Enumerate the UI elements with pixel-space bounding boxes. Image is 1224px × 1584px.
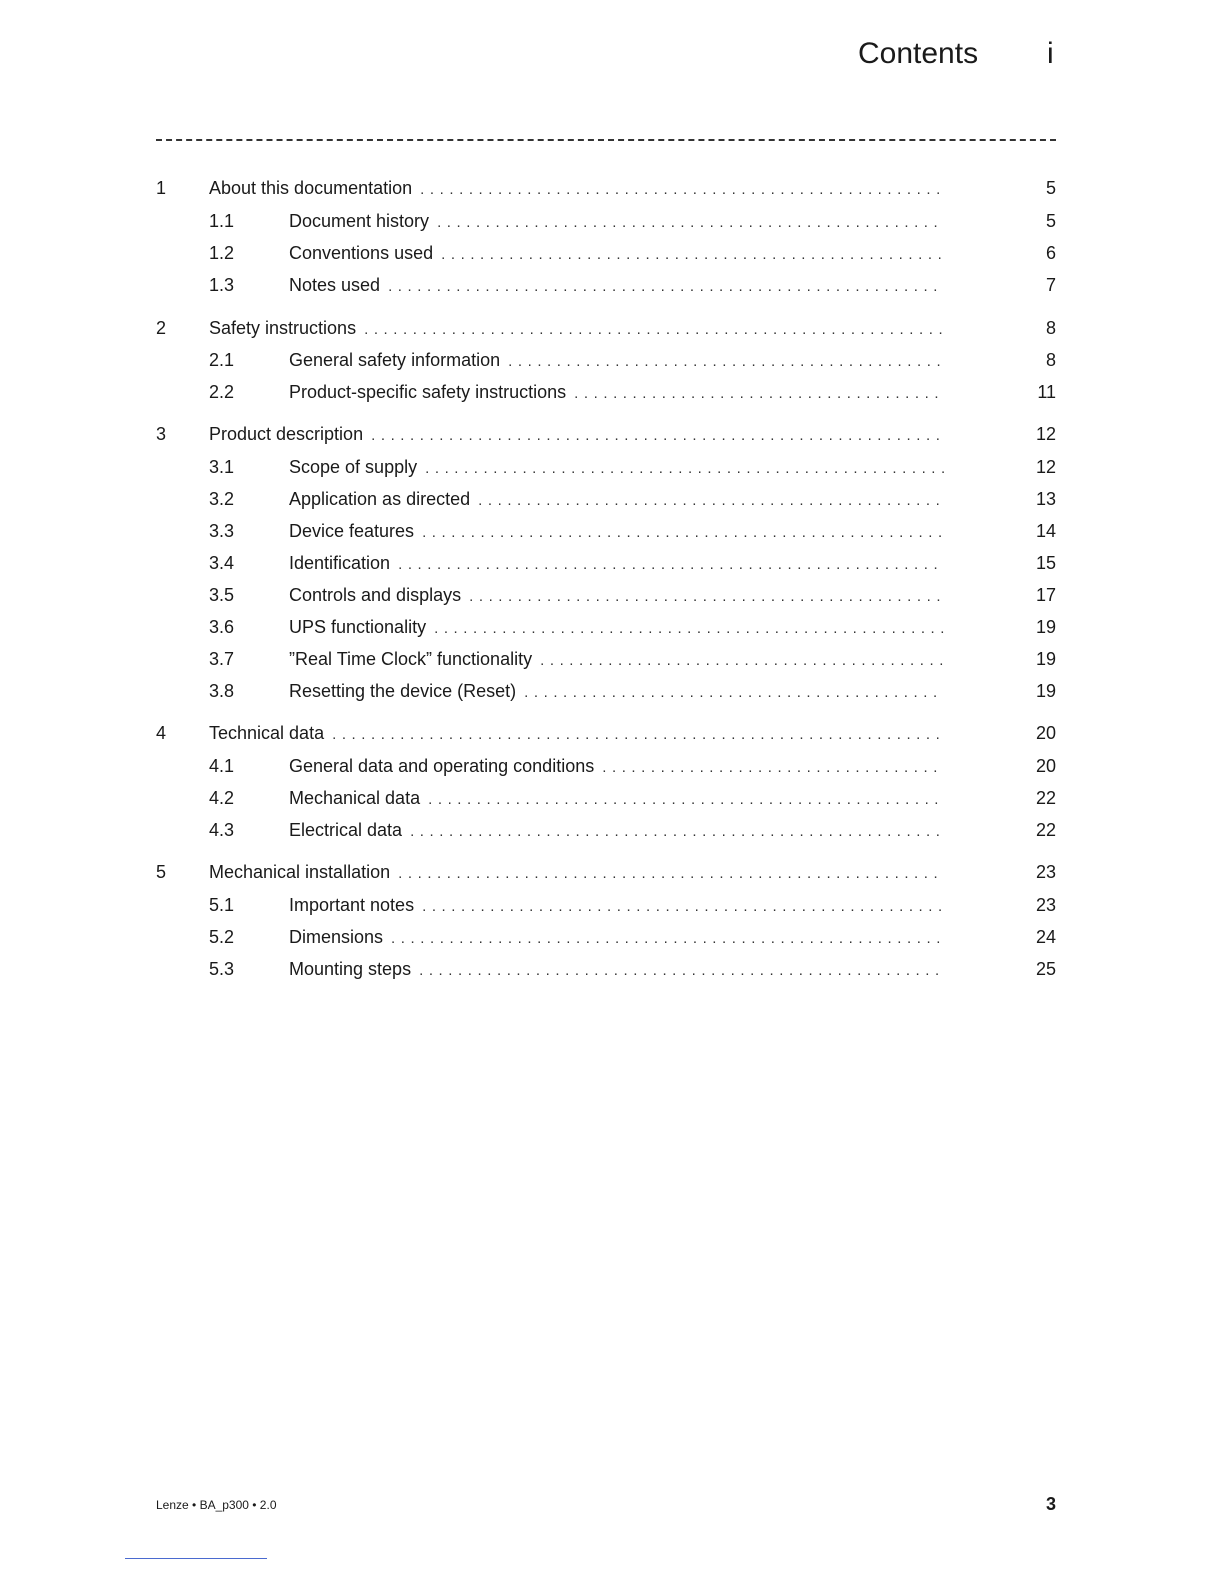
toc-entry-title: Mechanical data (289, 788, 421, 808)
toc-entry-number: 4.2 (209, 788, 235, 808)
toc-entry[interactable] (0, 615, 1224, 639)
toc-entry-title: Important notes (289, 895, 415, 915)
toc-dot-leader (425, 457, 944, 481)
toc-entry-page: 22 (1035, 820, 1056, 840)
toc-entry-title-wrap (289, 893, 944, 919)
toc-entry[interactable] (0, 241, 1224, 265)
toc-dot-leader (419, 959, 944, 983)
toc-dot-leader (524, 681, 944, 705)
toc-entry[interactable] (0, 957, 1224, 981)
toc-entry-number: 4.3 (209, 820, 235, 840)
toc-entry-page: 20 (1035, 723, 1056, 743)
toc-entry-page: 20 (1035, 756, 1056, 776)
toc-dot-leader (441, 243, 944, 267)
toc-entry[interactable] (0, 786, 1224, 810)
toc-entry-title: General data and operating conditions (289, 756, 595, 776)
footer-document-info: Lenze • BA_p300 • 2.0 (156, 1498, 277, 1512)
toc-entry-number: 3.5 (209, 585, 235, 605)
toc-entry[interactable] (0, 348, 1224, 372)
toc-entry-title: Product description (209, 424, 364, 444)
toc-entry-title: Controls and displays (289, 585, 462, 605)
toc-entry-page: 6 (1045, 243, 1056, 263)
toc-entry-title-wrap (289, 487, 944, 513)
toc-entry-number: 3.2 (209, 489, 235, 509)
toc-entry-page: 5 (1045, 211, 1056, 231)
toc-entry-title: UPS functionality (289, 617, 427, 637)
toc-entry-number: 2.1 (209, 350, 235, 370)
toc-dot-leader (508, 350, 944, 374)
toc-dot-leader (332, 723, 944, 747)
toc-entry[interactable] (0, 316, 1224, 340)
toc-entry-title-wrap (289, 241, 944, 267)
toc-dot-leader (437, 211, 944, 235)
toc-entry-title: General safety information (289, 350, 501, 370)
toc-entry-title-wrap (289, 786, 944, 812)
page-title: Contents (858, 37, 979, 70)
toc-entry[interactable] (0, 209, 1224, 233)
toc-dot-leader (388, 275, 944, 299)
toc-entry-number: 3.8 (209, 681, 235, 701)
toc-dot-leader (422, 521, 944, 545)
toc-entry-page: 14 (1035, 521, 1056, 541)
footer-page-number: 3 (1045, 1494, 1056, 1514)
toc-entry-page: 15 (1035, 553, 1056, 573)
toc-entry[interactable] (0, 721, 1224, 745)
toc-entry-title-wrap (289, 380, 944, 406)
toc-entry-title-wrap (209, 316, 944, 342)
toc-entry-title: Application as directed (289, 489, 471, 509)
toc-entry-number: 2.2 (209, 382, 235, 402)
toc-entry-number: 2 (156, 318, 167, 338)
toc-entry-number: 3.7 (209, 649, 235, 669)
toc-entry-title: Product-specific safety instructions (289, 382, 567, 402)
toc-dot-leader (478, 489, 944, 513)
toc-entry-number: 4.1 (209, 756, 235, 776)
toc-dot-leader (410, 820, 944, 844)
toc-entry-number: 5 (156, 862, 167, 882)
toc-dot-leader (398, 862, 944, 886)
toc-entry-number: 1.1 (209, 211, 235, 231)
toc-entry-title-wrap (289, 957, 944, 983)
toc-entry-title-wrap (209, 176, 944, 202)
toc-dot-leader (540, 649, 944, 673)
toc-entry-title: Resetting the device (Reset) (289, 681, 517, 701)
toc-entry-title: About this documentation (209, 178, 413, 198)
toc-entry-page: 19 (1035, 681, 1056, 701)
toc-entry-title: Technical data (209, 723, 325, 743)
toc-dot-leader (422, 895, 944, 919)
toc-entry-title-wrap (289, 551, 944, 577)
toc-entry-page: 12 (1035, 457, 1056, 477)
toc-entry-title: Conventions used (289, 243, 434, 263)
toc-entry-number: 4 (156, 723, 167, 743)
toc-entry-page: 17 (1035, 585, 1056, 605)
toc-entry-title: Notes used (289, 275, 381, 295)
toc-dot-leader (420, 178, 944, 202)
toc-entry-page: 25 (1035, 959, 1056, 979)
toc-entry-number: 3.1 (209, 457, 235, 477)
toc-entry-number: 3.6 (209, 617, 235, 637)
toc-entry-title: Identification (289, 553, 391, 573)
toc-entry-page: 24 (1035, 927, 1056, 947)
toc-dot-leader (428, 788, 944, 812)
toc-entry-title: Safety instructions (209, 318, 357, 338)
toc-entry[interactable] (0, 647, 1224, 671)
toc-entry[interactable] (0, 860, 1224, 884)
toc-entry-page: 12 (1035, 424, 1056, 444)
toc-entry-page: 22 (1035, 788, 1056, 808)
toc-entry-page: 13 (1035, 489, 1056, 509)
toc-entry[interactable] (0, 455, 1224, 479)
toc-dot-leader (574, 382, 944, 406)
toc-entry[interactable] (0, 818, 1224, 842)
toc-entry[interactable] (0, 679, 1224, 703)
page-footer (156, 1496, 1056, 1516)
toc-entry-title-wrap (289, 754, 944, 780)
toc-entry-title-wrap (289, 818, 944, 844)
toc-entry-number: 1.2 (209, 243, 235, 263)
toc-entry-title-wrap (289, 583, 944, 609)
toc-dot-leader (391, 927, 944, 951)
toc-entry-page: 23 (1035, 895, 1056, 915)
toc-entry-title-wrap (289, 615, 944, 641)
header-dashed-rule (156, 139, 1056, 141)
page-header (0, 34, 1224, 84)
toc-entry-title-wrap (289, 519, 944, 545)
toc-entry-page: 8 (1045, 350, 1056, 370)
toc-entry-number: 5.3 (209, 959, 235, 979)
toc-entry-title: Dimensions (289, 927, 384, 947)
toc-entry[interactable] (0, 893, 1224, 917)
toc-entry[interactable] (0, 176, 1224, 200)
toc-entry[interactable] (0, 422, 1224, 446)
toc-entry-title: Document history (289, 211, 430, 231)
toc-entry-title-wrap (209, 721, 944, 747)
toc-entry[interactable] (0, 925, 1224, 949)
toc-entry[interactable] (0, 380, 1224, 404)
toc-entry[interactable] (0, 273, 1224, 297)
toc-entry-number: 3.4 (209, 553, 235, 573)
footnote-separator (125, 1558, 267, 1559)
toc-entry-title: Electrical data (289, 820, 403, 840)
toc-entry[interactable] (0, 519, 1224, 543)
toc-entry[interactable] (0, 754, 1224, 778)
toc-entry[interactable] (0, 487, 1224, 511)
toc-dot-leader (364, 318, 944, 342)
toc-entry-page: 11 (1037, 382, 1056, 402)
toc-entry[interactable] (0, 551, 1224, 575)
toc-entry-title: Mechanical installation (209, 862, 391, 882)
toc-entry-page: 8 (1045, 318, 1056, 338)
toc-entry-title-wrap (289, 647, 944, 673)
toc-entry-title-wrap (209, 422, 944, 448)
toc-entry-title: ”Real Time Clock” functionality (289, 649, 533, 669)
toc-dot-leader (371, 424, 944, 448)
toc-dot-leader (469, 585, 944, 609)
toc-entry-page: 19 (1035, 617, 1056, 637)
toc-entry-title-wrap (289, 925, 944, 951)
toc-entry-title: Device features (289, 521, 415, 541)
toc-entry-number: 5.2 (209, 927, 235, 947)
toc-entry-title-wrap (209, 860, 944, 886)
toc-entry-title-wrap (289, 348, 944, 374)
info-icon: i (1047, 37, 1054, 70)
toc-entry-page: 19 (1035, 649, 1056, 669)
toc-dot-leader (434, 617, 944, 641)
toc-entry-title: Mounting steps (289, 959, 412, 979)
toc-dot-leader (602, 756, 944, 780)
toc-entry-page: 7 (1045, 275, 1056, 295)
toc-entry-title-wrap (289, 209, 944, 235)
toc-entry-number: 3.3 (209, 521, 235, 541)
toc-entry-title-wrap (289, 455, 944, 481)
toc-entry-number: 1.3 (209, 275, 235, 295)
toc-entry-number: 1 (156, 178, 167, 198)
toc-entry-page: 23 (1035, 862, 1056, 882)
toc-dot-leader (398, 553, 944, 577)
toc-entry-title-wrap (289, 273, 944, 299)
toc-entry[interactable] (0, 583, 1224, 607)
toc-entry-number: 5.1 (209, 895, 235, 915)
toc-entry-page: 5 (1045, 178, 1056, 198)
toc-entry-title-wrap (289, 679, 944, 705)
toc-entry-number: 3 (156, 424, 167, 444)
toc-entry-title: Scope of supply (289, 457, 418, 477)
